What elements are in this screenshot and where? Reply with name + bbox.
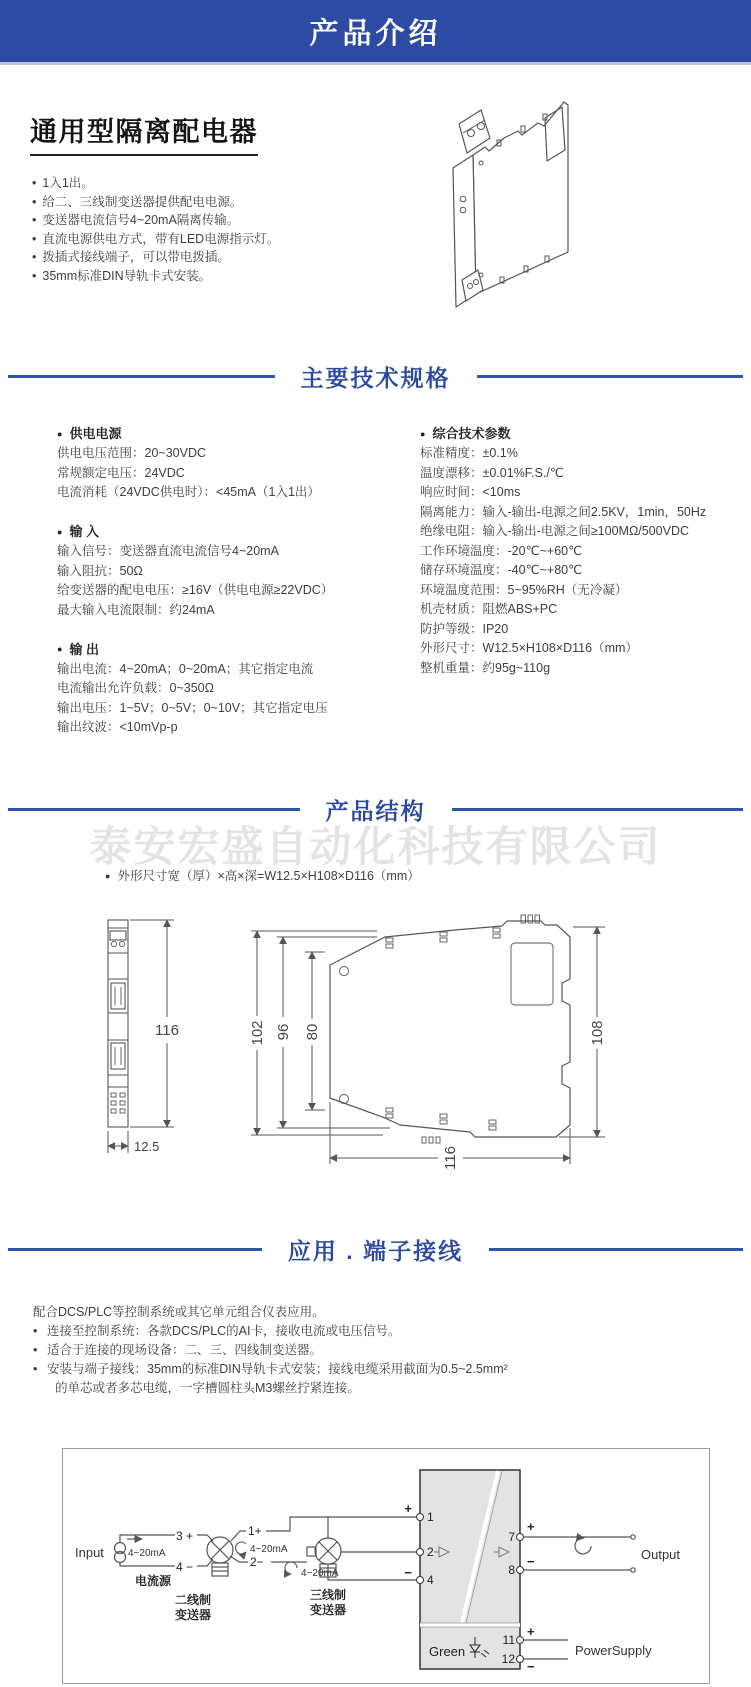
dot-icon: ●: [57, 526, 63, 537]
bullet-icon: •: [32, 268, 37, 283]
specs-left-column: [57, 424, 409, 738]
spec-group-power: ● 供电电源 供电电压范围：20~30VDC 常规额定电压：24VDC 电流消耗（24VDC供电时）：<45mA（1入1出）: [57, 424, 409, 503]
application-intro: 配合DCS/PLC等控制系统或其它单元组合仪表应用。: [33, 1305, 325, 1319]
spec-line: 输出电流：4~20mA；0~20mA；其它指定电流: [57, 661, 314, 676]
product-illustration: [425, 93, 680, 308]
terminal-12-num: 12: [501, 1652, 515, 1666]
two-wire-label-1: 二线制: [175, 1593, 212, 1607]
dim-96: 96: [275, 1023, 292, 1041]
bullet-icon: •: [32, 250, 37, 265]
section-header-specs: [8, 360, 743, 393]
spec-line: 储存环境温度：-40℃~+80℃: [420, 563, 583, 577]
terminal-11-num: 11: [502, 1633, 515, 1647]
spec-line: 最大输入电流限制：约24mA: [57, 602, 215, 617]
terminal-1-plus: 1+: [248, 1524, 262, 1538]
spec-line: 防护等级：IP20: [420, 621, 509, 636]
signal-label: 4~20mA: [128, 1548, 166, 1559]
section-title-structure: 产品结构: [325, 798, 426, 824]
terminal-7: [517, 1534, 524, 1541]
wiring-diagram-box: [62, 1448, 710, 1684]
three-wire-label-2: 变送器: [310, 1603, 347, 1617]
spec-line: 输出电压：1~5V；0~5V；0~10V；其它指定电压: [57, 700, 328, 715]
section-header-structure: [8, 793, 743, 826]
terminal-1-num: 1: [427, 1510, 434, 1524]
section-rule-right: [477, 375, 744, 378]
output-label: Output: [641, 1547, 681, 1562]
feature-list: [32, 174, 392, 286]
dim-102: 102: [249, 1020, 266, 1046]
terminal-2: [417, 1549, 424, 1556]
application-bullet: • 安装与端子接线：35mm的标准DIN导轨卡式安装；接线电缆采用截面为0.5~2.5mm²: [33, 1362, 508, 1376]
dimension-note: ● 外形尺寸宽（厚）×高×深=W12.5×H108×D116（mm）: [105, 869, 420, 883]
feature-item: • 直流电源供电方式，带有LED电源指示灯。: [32, 231, 280, 246]
spec-line: 输出纹波：<10mVp-p: [57, 720, 178, 734]
signal-label: 4~20mA: [301, 1568, 339, 1579]
section-rule-right: [489, 1248, 743, 1251]
spec-line: 常规额定电压：24VDC: [57, 465, 185, 480]
power-supply-label: PowerSupply: [575, 1643, 652, 1658]
spec-line: 整机重量：约95g~110g: [420, 660, 551, 675]
terminal-2-minus: 2−: [250, 1555, 264, 1569]
wiring-diagram: [63, 1449, 709, 1683]
feature-item: • 给二、三线制变送器提供配电电源。: [32, 194, 243, 209]
polarity-plus: +: [527, 1519, 535, 1534]
dot-icon: ●: [420, 428, 426, 439]
green-led-label: Green: [429, 1644, 466, 1659]
section-rule-left: [8, 375, 275, 378]
spec-line: 环境温度范围：5~95%RH（无冷凝）: [420, 582, 628, 597]
page-title: 产品介绍: [309, 17, 442, 50]
spec-line: 响应时间：<10ms: [420, 485, 521, 499]
polarity-minus: −: [527, 1659, 535, 1674]
terminal-12: [517, 1656, 524, 1663]
application-bullet-continuation: 的单芯或者多芯电缆，一字槽圆柱头M3螺丝拧紧连接。: [55, 1381, 360, 1395]
side-view-drawing: [225, 880, 625, 1180]
spec-group-input: ● 输 入 输入信号：变送器直流电流信号4~20mA 输入阻抗：50Ω 给变送器的配电电压：≥16V（供电电源≥22VDC） 最大输入电流限制：约24mA: [57, 522, 409, 620]
spec-line: 电流消耗（24VDC供电时）：<45mA（1入1出）: [57, 485, 320, 499]
section-title-specs: 主要技术规格: [300, 365, 451, 391]
dim-80: 80: [304, 1023, 321, 1041]
spec-line: 外形尺寸：W12.5×H108×D116（mm）: [420, 641, 638, 655]
two-wire-transmitter-icon: [207, 1537, 233, 1576]
input-label: Input: [75, 1545, 104, 1560]
bullet-icon: •: [32, 231, 37, 246]
feature-item: • 35mm标准DIN导轨卡式安装。: [32, 268, 212, 283]
spec-group-output: ● 输 出 输出电流：4~20mA；0~20mA；其它指定电流 电流输出允许负载：0~350Ω 输出电压：1~5V；0~5V；0~10V；其它指定电压 输出纹波：<10mVp-p: [57, 640, 409, 738]
spec-line: 温度漂移：±0.01%F.S./℃: [420, 465, 564, 480]
current-source-label: 电流源: [135, 1574, 172, 1588]
feature-item: • 1入1出。: [32, 176, 94, 190]
product-title-wrap: [30, 110, 258, 156]
terminal-2-num: 2: [427, 1545, 434, 1559]
spec-line: 供电电压范围：20~30VDC: [57, 446, 206, 460]
bullet-icon: •: [32, 194, 37, 209]
terminal-3-plus: 3 +: [176, 1529, 194, 1543]
application-bullet: • 连接至控制系统：各款DCS/PLC的AI卡，接收电流或电压信号。: [33, 1324, 401, 1338]
bullet-icon: •: [32, 176, 37, 190]
three-wire-label-1: 三线制: [310, 1588, 347, 1602]
polarity-plus: +: [404, 1501, 412, 1516]
spec-line: 输入阻抗：50Ω: [57, 563, 143, 578]
dot-icon: ●: [105, 870, 111, 881]
two-wire-label-2: 变送器: [175, 1608, 212, 1622]
dot-icon: ●: [57, 428, 63, 439]
section-rule-left: [8, 1248, 262, 1251]
signal-label: 4~20mA: [250, 1544, 288, 1555]
bullet-icon: •: [32, 213, 37, 228]
spec-line: 机壳材质：阻燃ABS+PC: [420, 602, 558, 616]
spec-line: 隔离能力：输入-输出-电源之间2.5KV，1min，50Hz: [420, 504, 707, 519]
spec-line: 电流输出允许负载：0~350Ω: [57, 681, 214, 695]
polarity-minus: −: [404, 1565, 412, 1580]
terminal-8-num: 8: [508, 1563, 515, 1577]
feature-item: • 变送器电流信号4~20mA隔离传输。: [32, 213, 240, 228]
dot-icon: ●: [57, 644, 63, 654]
section-rule-left: [8, 808, 300, 811]
terminal-8: [517, 1567, 524, 1574]
dim-front-width: 12.5: [134, 1139, 160, 1154]
feature-item: • 拨插式接线端子，可以带电拨插。: [32, 250, 230, 265]
terminal-4-minus: 4 −: [176, 1560, 194, 1574]
application-text: [33, 1303, 673, 1398]
terminal-1: [417, 1514, 424, 1521]
terminal-4-num: 4: [427, 1573, 434, 1587]
dim-116-bottom: 116: [442, 1146, 459, 1170]
section-header-wiring: [8, 1233, 743, 1266]
spec-line: 给变送器的配电电压：≥16V（供电电源≥22VDC）: [57, 583, 334, 597]
polarity-plus: +: [527, 1624, 535, 1639]
page-banner: [0, 0, 751, 65]
spec-group-general: ● 综合技术参数 标准精度：±0.1% 温度漂移：±0.01%F.S./℃ 响应时间：<10ms 隔离能力：输入-输出-电源之间2.5KV，1min，50Hz 绝缘电阻：输入-输出-电源之间≥100MΩ/500VDC 工作环境温度：-20℃~+60℃ 储存环境温度：-40℃~+80℃ 环境温度范围：5~95%RH（无冷凝） 机壳材质：阻燃ABS+PC 防护等级：IP20 外形尺寸：W12.5×H108×D116（mm） 整机重量：约95g~110g: [420, 424, 745, 678]
specs-right-column: [420, 424, 745, 678]
section-rule-right: [452, 808, 744, 811]
terminal-11: [517, 1637, 524, 1644]
front-view-drawing: [82, 895, 207, 1160]
spec-line: 绝缘电阻：输入-输出-电源之间≥100MΩ/500VDC: [420, 524, 690, 538]
polarity-minus: −: [527, 1554, 535, 1569]
section-title-wiring: 应用 . 端子接线: [287, 1238, 464, 1264]
application-bullet: • 适合于连接的现场设备：二、三、四线制变送器。: [33, 1343, 323, 1357]
product-title: 通用型隔离配电器: [30, 110, 258, 156]
spec-line: 标准精度：±0.1%: [420, 446, 518, 460]
company-watermark: 泰安宏盛自动化科技有限公司: [89, 823, 662, 870]
spec-line: 工作环境温度：-20℃~+60℃: [420, 543, 583, 558]
dim-108: 108: [589, 1020, 606, 1046]
terminal-7-num: 7: [508, 1530, 515, 1544]
terminal-4: [417, 1577, 424, 1584]
spec-line: 输入信号：变送器直流电流信号4~20mA: [57, 544, 279, 558]
dim-front-height: 116: [155, 1022, 179, 1039]
